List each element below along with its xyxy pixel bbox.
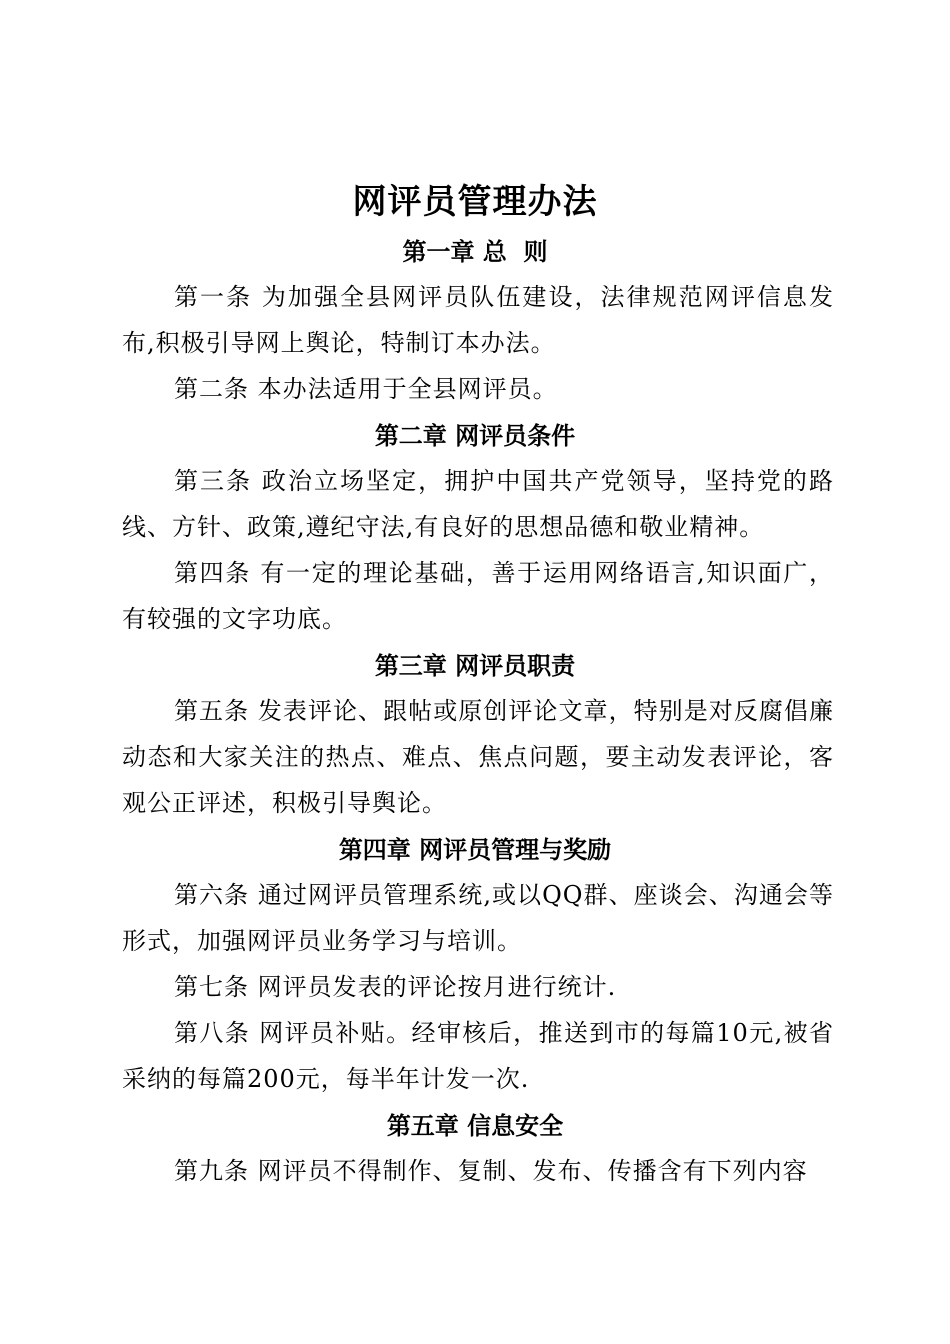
chapter-heading-3: 第三章 网评员职责 bbox=[374, 652, 576, 680]
article-5: 第五条 发表评论、跟帖或原创评论文章，特别是对反腐倡廉动态和大家关注的热点、难点、焦点问题，要主动发表评论，客观公正评述，积极引导舆论。 bbox=[122, 697, 834, 817]
article-9: 第九条 网评员不得制作、复制、发布、传播含有下列内容 bbox=[174, 1157, 808, 1185]
article-2: 第二条 本办法适用于全县网评员。 bbox=[174, 375, 558, 403]
article-6: 第六条 通过网评员管理系统,或以QQ群、座谈会、沟通会等形式，加强网评员业务学习与培训。 bbox=[122, 881, 834, 955]
chapter-heading-5: 第五章 信息安全 bbox=[386, 1112, 564, 1140]
chapter-heading-1: 第一章 总 则 bbox=[402, 238, 548, 266]
document-title: 网评员管理办法 bbox=[352, 182, 598, 222]
chapter-heading-2: 第二章 网评员条件 bbox=[374, 422, 576, 450]
article-7: 第七条 网评员发表的评论按月进行统计. bbox=[174, 973, 617, 1001]
article-1: 第一条 为加强全县网评员队伍建设，法律规范网评信息发布,积极引导网上舆论，特制订本办法。 bbox=[122, 283, 834, 357]
article-3: 第三条 政治立场坚定，拥护中国共产党领导，坚持党的路线、方针、政策,遵纪守法,有良好的思想品德和敬业精神。 bbox=[122, 467, 834, 541]
chapter-heading-4: 第四章 网评员管理与奖励 bbox=[338, 836, 612, 864]
article-4: 第四条 有一定的理论基础，善于运用网络语言,知识面广，有较强的文字功底。 bbox=[122, 559, 834, 633]
article-8: 第八条 网评员补贴。经审核后，推送到市的每篇10元,被省采纳的每篇200元，每半年计发一次. bbox=[122, 1019, 834, 1093]
